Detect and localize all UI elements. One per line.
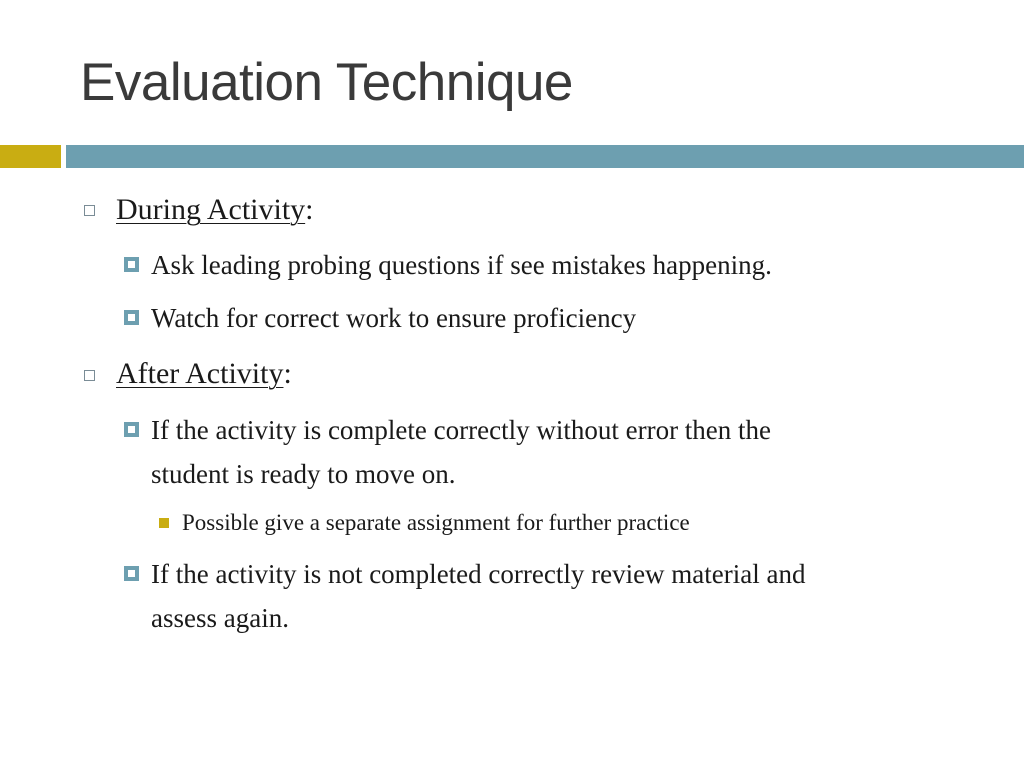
hollow-square-bullet-icon (84, 370, 95, 381)
sub-bullet-point: Possible give a separate assignment for further practice (182, 510, 690, 535)
bullet-point: Ask leading probing questions if see mistakes happening. (151, 250, 772, 280)
section-heading-colon: : (305, 193, 314, 226)
bullet-point-line: If the activity is complete correctly without error then the (151, 415, 772, 445)
bullet-point-line: If the activity is not completed correctly review material and (151, 559, 806, 589)
section-heading-text: After Activity (116, 357, 284, 390)
section-heading-colon: : (283, 357, 292, 390)
solid-square-bullet-icon (159, 518, 169, 528)
framed-square-bullet-icon (124, 422, 139, 437)
slide-title: Evaluation Technique (80, 53, 573, 112)
section-heading-after-activity (116, 357, 292, 391)
framed-square-bullet-icon (124, 310, 139, 325)
bullet-point-line: assess again. (151, 603, 289, 633)
bullet-point: Watch for correct work to ensure proficiency (151, 303, 637, 333)
accent-bar-gold (0, 145, 61, 168)
framed-square-bullet-icon (124, 257, 139, 272)
section-heading-text: During Activity (116, 193, 306, 226)
section-heading-during-activity (116, 193, 314, 227)
framed-square-bullet-icon (124, 566, 139, 581)
accent-bar-teal (66, 145, 1024, 168)
hollow-square-bullet-icon (84, 205, 95, 216)
bullet-point-line: student is ready to move on. (151, 459, 456, 489)
